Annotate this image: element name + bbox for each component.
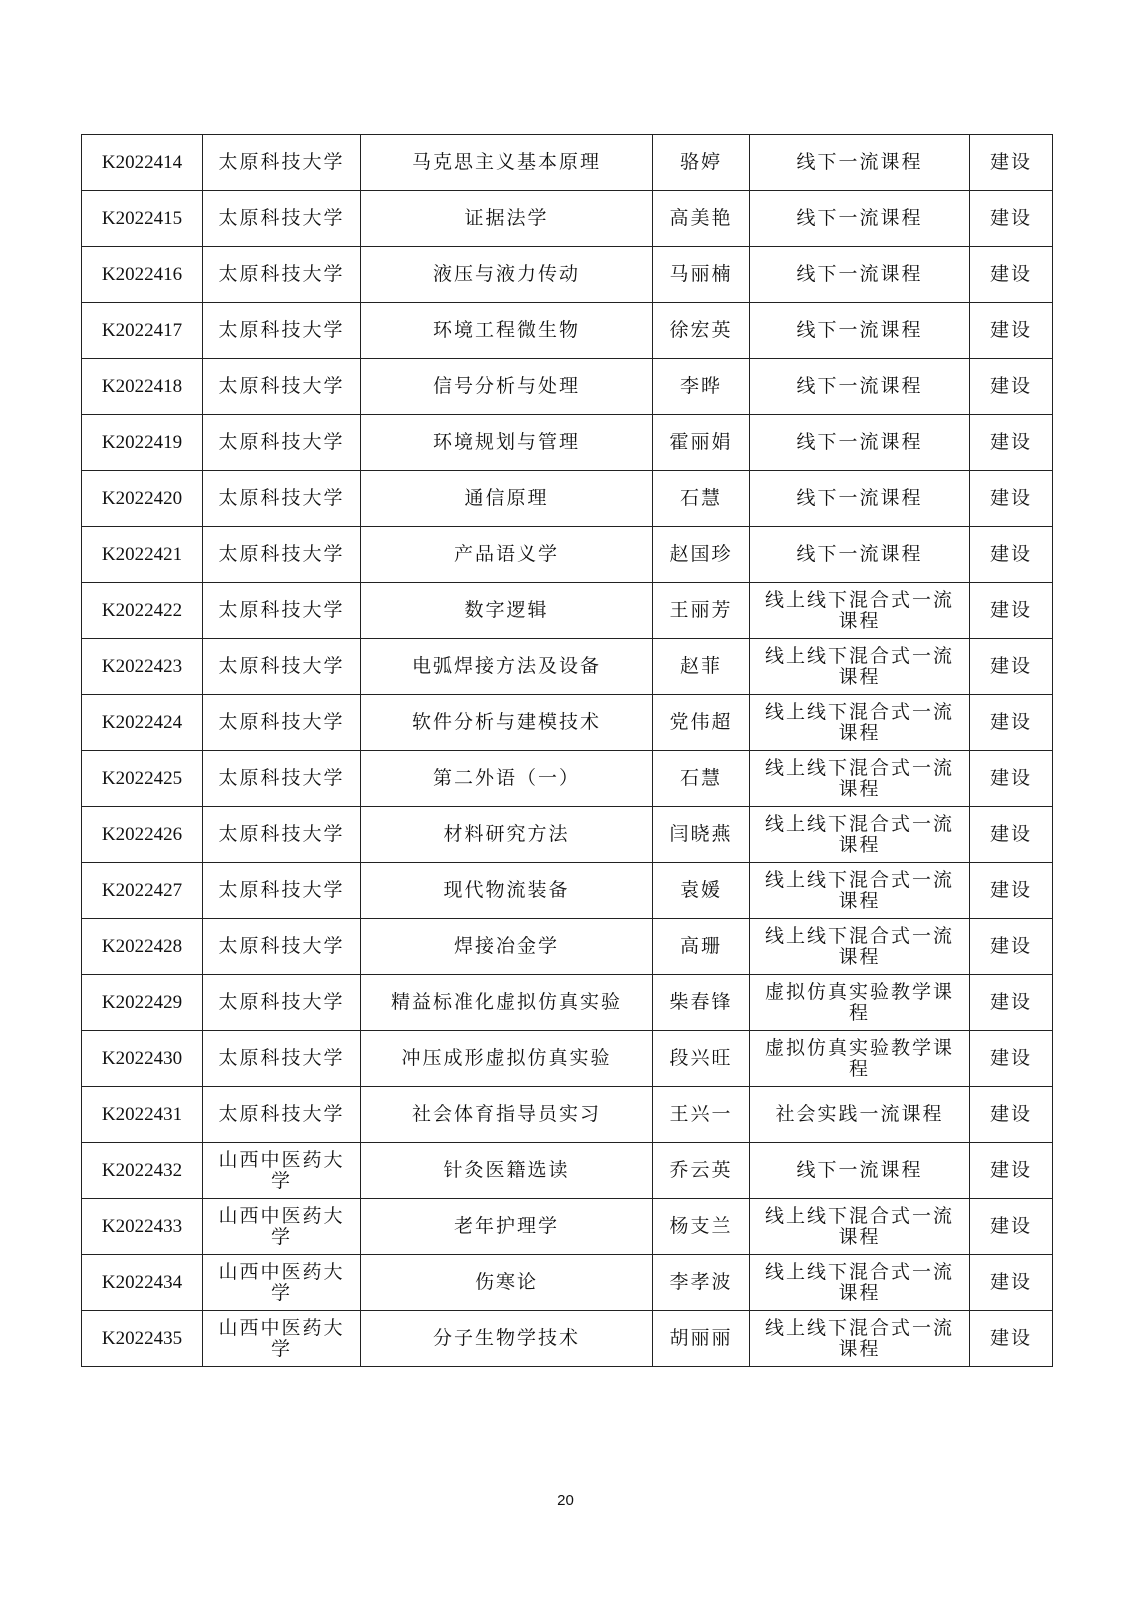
teacher-cell: 赵菲 bbox=[653, 639, 750, 695]
course-type-cell: 线上线下混合式一流课程 bbox=[750, 583, 970, 639]
code-cell: K2022427 bbox=[82, 863, 203, 919]
table-row bbox=[82, 1255, 1053, 1311]
code-cell: K2022431 bbox=[82, 1087, 203, 1143]
course-type-cell: 线下一流课程 bbox=[750, 415, 970, 471]
teacher-cell: 李晔 bbox=[653, 359, 750, 415]
status-cell: 建设 bbox=[970, 863, 1053, 919]
status-cell: 建设 bbox=[970, 919, 1053, 975]
teacher-cell: 王丽芳 bbox=[653, 583, 750, 639]
code-cell: K2022416 bbox=[82, 247, 203, 303]
status-cell: 建设 bbox=[970, 527, 1053, 583]
status-cell: 建设 bbox=[970, 135, 1053, 191]
status-cell: 建设 bbox=[970, 359, 1053, 415]
course-name-cell: 伤寒论 bbox=[361, 1255, 653, 1311]
page-number: 20 bbox=[557, 1492, 574, 1509]
status-cell: 建设 bbox=[970, 1143, 1053, 1199]
course-name-cell: 老年护理学 bbox=[361, 1199, 653, 1255]
status-cell: 建设 bbox=[970, 695, 1053, 751]
course-name-cell: 社会体育指导员实习 bbox=[361, 1087, 653, 1143]
course-name-cell: 数字逻辑 bbox=[361, 583, 653, 639]
course-type-cell: 线上线下混合式一流课程 bbox=[750, 919, 970, 975]
table-row bbox=[82, 751, 1053, 807]
teacher-cell: 徐宏英 bbox=[653, 303, 750, 359]
teacher-cell: 霍丽娟 bbox=[653, 415, 750, 471]
code-cell: K2022429 bbox=[82, 975, 203, 1031]
course-table bbox=[81, 134, 1053, 1367]
course-name-cell: 软件分析与建模技术 bbox=[361, 695, 653, 751]
course-type-cell: 虚拟仿真实验教学课程 bbox=[750, 975, 970, 1031]
course-type-cell: 线上线下混合式一流课程 bbox=[750, 751, 970, 807]
course-name-cell: 针灸医籍选读 bbox=[361, 1143, 653, 1199]
status-cell: 建设 bbox=[970, 1311, 1053, 1367]
table-row bbox=[82, 1311, 1053, 1367]
school-cell: 太原科技大学 bbox=[203, 527, 361, 583]
course-name-cell: 焊接冶金学 bbox=[361, 919, 653, 975]
code-cell: K2022425 bbox=[82, 751, 203, 807]
status-cell: 建设 bbox=[970, 1255, 1053, 1311]
code-cell: K2022426 bbox=[82, 807, 203, 863]
status-cell: 建设 bbox=[970, 1087, 1053, 1143]
school-cell: 太原科技大学 bbox=[203, 919, 361, 975]
table-row bbox=[82, 303, 1053, 359]
status-cell: 建设 bbox=[970, 191, 1053, 247]
table-row bbox=[82, 919, 1053, 975]
course-name-cell: 精益标准化虚拟仿真实验 bbox=[361, 975, 653, 1031]
school-cell: 太原科技大学 bbox=[203, 639, 361, 695]
school-cell: 山西中医药大学 bbox=[203, 1255, 361, 1311]
status-cell: 建设 bbox=[970, 247, 1053, 303]
course-type-cell: 线下一流课程 bbox=[750, 527, 970, 583]
status-cell: 建设 bbox=[970, 639, 1053, 695]
table-row bbox=[82, 807, 1053, 863]
table-row bbox=[82, 1087, 1053, 1143]
school-cell: 太原科技大学 bbox=[203, 863, 361, 919]
teacher-cell: 李孝波 bbox=[653, 1255, 750, 1311]
course-type-cell: 线下一流课程 bbox=[750, 359, 970, 415]
teacher-cell: 闫晓燕 bbox=[653, 807, 750, 863]
table-row bbox=[82, 527, 1053, 583]
school-cell: 太原科技大学 bbox=[203, 359, 361, 415]
school-cell: 太原科技大学 bbox=[203, 975, 361, 1031]
course-name-cell: 马克思主义基本原理 bbox=[361, 135, 653, 191]
table-row bbox=[82, 583, 1053, 639]
school-cell: 太原科技大学 bbox=[203, 247, 361, 303]
school-cell: 太原科技大学 bbox=[203, 1031, 361, 1087]
code-cell: K2022415 bbox=[82, 191, 203, 247]
course-name-cell: 电弧焊接方法及设备 bbox=[361, 639, 653, 695]
course-name-cell: 证据法学 bbox=[361, 191, 653, 247]
code-cell: K2022421 bbox=[82, 527, 203, 583]
code-cell: K2022414 bbox=[82, 135, 203, 191]
course-type-cell: 线上线下混合式一流课程 bbox=[750, 1199, 970, 1255]
code-cell: K2022420 bbox=[82, 471, 203, 527]
teacher-cell: 胡丽丽 bbox=[653, 1311, 750, 1367]
table-row bbox=[82, 975, 1053, 1031]
course-name-cell: 液压与液力传动 bbox=[361, 247, 653, 303]
teacher-cell: 石慧 bbox=[653, 751, 750, 807]
table-row bbox=[82, 1199, 1053, 1255]
status-cell: 建设 bbox=[970, 807, 1053, 863]
status-cell: 建设 bbox=[970, 471, 1053, 527]
course-name-cell: 环境规划与管理 bbox=[361, 415, 653, 471]
course-name-cell: 现代物流装备 bbox=[361, 863, 653, 919]
code-cell: K2022423 bbox=[82, 639, 203, 695]
table-row bbox=[82, 863, 1053, 919]
teacher-cell: 骆婷 bbox=[653, 135, 750, 191]
teacher-cell: 马丽楠 bbox=[653, 247, 750, 303]
code-cell: K2022428 bbox=[82, 919, 203, 975]
teacher-cell: 乔云英 bbox=[653, 1143, 750, 1199]
table-row bbox=[82, 1143, 1053, 1199]
teacher-cell: 段兴旺 bbox=[653, 1031, 750, 1087]
code-cell: K2022430 bbox=[82, 1031, 203, 1087]
teacher-cell: 党伟超 bbox=[653, 695, 750, 751]
school-cell: 太原科技大学 bbox=[203, 807, 361, 863]
school-cell: 太原科技大学 bbox=[203, 751, 361, 807]
school-cell: 太原科技大学 bbox=[203, 471, 361, 527]
school-cell: 太原科技大学 bbox=[203, 1087, 361, 1143]
school-cell: 山西中医药大学 bbox=[203, 1143, 361, 1199]
course-type-cell: 虚拟仿真实验教学课程 bbox=[750, 1031, 970, 1087]
code-cell: K2022435 bbox=[82, 1311, 203, 1367]
course-type-cell: 线上线下混合式一流课程 bbox=[750, 639, 970, 695]
course-type-cell: 线上线下混合式一流课程 bbox=[750, 1311, 970, 1367]
status-cell: 建设 bbox=[970, 1031, 1053, 1087]
course-type-cell: 线下一流课程 bbox=[750, 1143, 970, 1199]
code-cell: K2022422 bbox=[82, 583, 203, 639]
course-type-cell: 线上线下混合式一流课程 bbox=[750, 695, 970, 751]
course-name-cell: 信号分析与处理 bbox=[361, 359, 653, 415]
status-cell: 建设 bbox=[970, 751, 1053, 807]
teacher-cell: 高美艳 bbox=[653, 191, 750, 247]
status-cell: 建设 bbox=[970, 303, 1053, 359]
school-cell: 太原科技大学 bbox=[203, 303, 361, 359]
course-type-cell: 线下一流课程 bbox=[750, 135, 970, 191]
table-row bbox=[82, 359, 1053, 415]
teacher-cell: 杨支兰 bbox=[653, 1199, 750, 1255]
school-cell: 太原科技大学 bbox=[203, 135, 361, 191]
table-row bbox=[82, 471, 1053, 527]
school-cell: 山西中医药大学 bbox=[203, 1311, 361, 1367]
course-type-cell: 线上线下混合式一流课程 bbox=[750, 807, 970, 863]
status-cell: 建设 bbox=[970, 415, 1053, 471]
course-type-cell: 社会实践一流课程 bbox=[750, 1087, 970, 1143]
course-name-cell: 产品语义学 bbox=[361, 527, 653, 583]
school-cell: 太原科技大学 bbox=[203, 191, 361, 247]
course-type-cell: 线下一流课程 bbox=[750, 303, 970, 359]
school-cell: 山西中医药大学 bbox=[203, 1199, 361, 1255]
table-row bbox=[82, 639, 1053, 695]
school-cell: 太原科技大学 bbox=[203, 415, 361, 471]
table-row bbox=[82, 191, 1053, 247]
course-name-cell: 第二外语（一） bbox=[361, 751, 653, 807]
course-type-cell: 线下一流课程 bbox=[750, 471, 970, 527]
table-row bbox=[82, 135, 1053, 191]
school-cell: 太原科技大学 bbox=[203, 695, 361, 751]
code-cell: K2022434 bbox=[82, 1255, 203, 1311]
course-name-cell: 冲压成形虚拟仿真实验 bbox=[361, 1031, 653, 1087]
code-cell: K2022419 bbox=[82, 415, 203, 471]
teacher-cell: 赵国珍 bbox=[653, 527, 750, 583]
teacher-cell: 王兴一 bbox=[653, 1087, 750, 1143]
course-name-cell: 分子生物学技术 bbox=[361, 1311, 653, 1367]
status-cell: 建设 bbox=[970, 975, 1053, 1031]
teacher-cell: 石慧 bbox=[653, 471, 750, 527]
course-name-cell: 通信原理 bbox=[361, 471, 653, 527]
table-row bbox=[82, 415, 1053, 471]
course-type-cell: 线下一流课程 bbox=[750, 247, 970, 303]
course-table-body bbox=[82, 135, 1053, 1367]
course-name-cell: 材料研究方法 bbox=[361, 807, 653, 863]
code-cell: K2022424 bbox=[82, 695, 203, 751]
teacher-cell: 高珊 bbox=[653, 919, 750, 975]
table-row bbox=[82, 1031, 1053, 1087]
course-type-cell: 线上线下混合式一流课程 bbox=[750, 1255, 970, 1311]
teacher-cell: 袁媛 bbox=[653, 863, 750, 919]
course-name-cell: 环境工程微生物 bbox=[361, 303, 653, 359]
code-cell: K2022433 bbox=[82, 1199, 203, 1255]
course-type-cell: 线上线下混合式一流课程 bbox=[750, 863, 970, 919]
teacher-cell: 柴春锋 bbox=[653, 975, 750, 1031]
code-cell: K2022418 bbox=[82, 359, 203, 415]
code-cell: K2022417 bbox=[82, 303, 203, 359]
status-cell: 建设 bbox=[970, 583, 1053, 639]
school-cell: 太原科技大学 bbox=[203, 583, 361, 639]
table-row bbox=[82, 695, 1053, 751]
status-cell: 建设 bbox=[970, 1199, 1053, 1255]
table-row bbox=[82, 247, 1053, 303]
course-type-cell: 线下一流课程 bbox=[750, 191, 970, 247]
code-cell: K2022432 bbox=[82, 1143, 203, 1199]
